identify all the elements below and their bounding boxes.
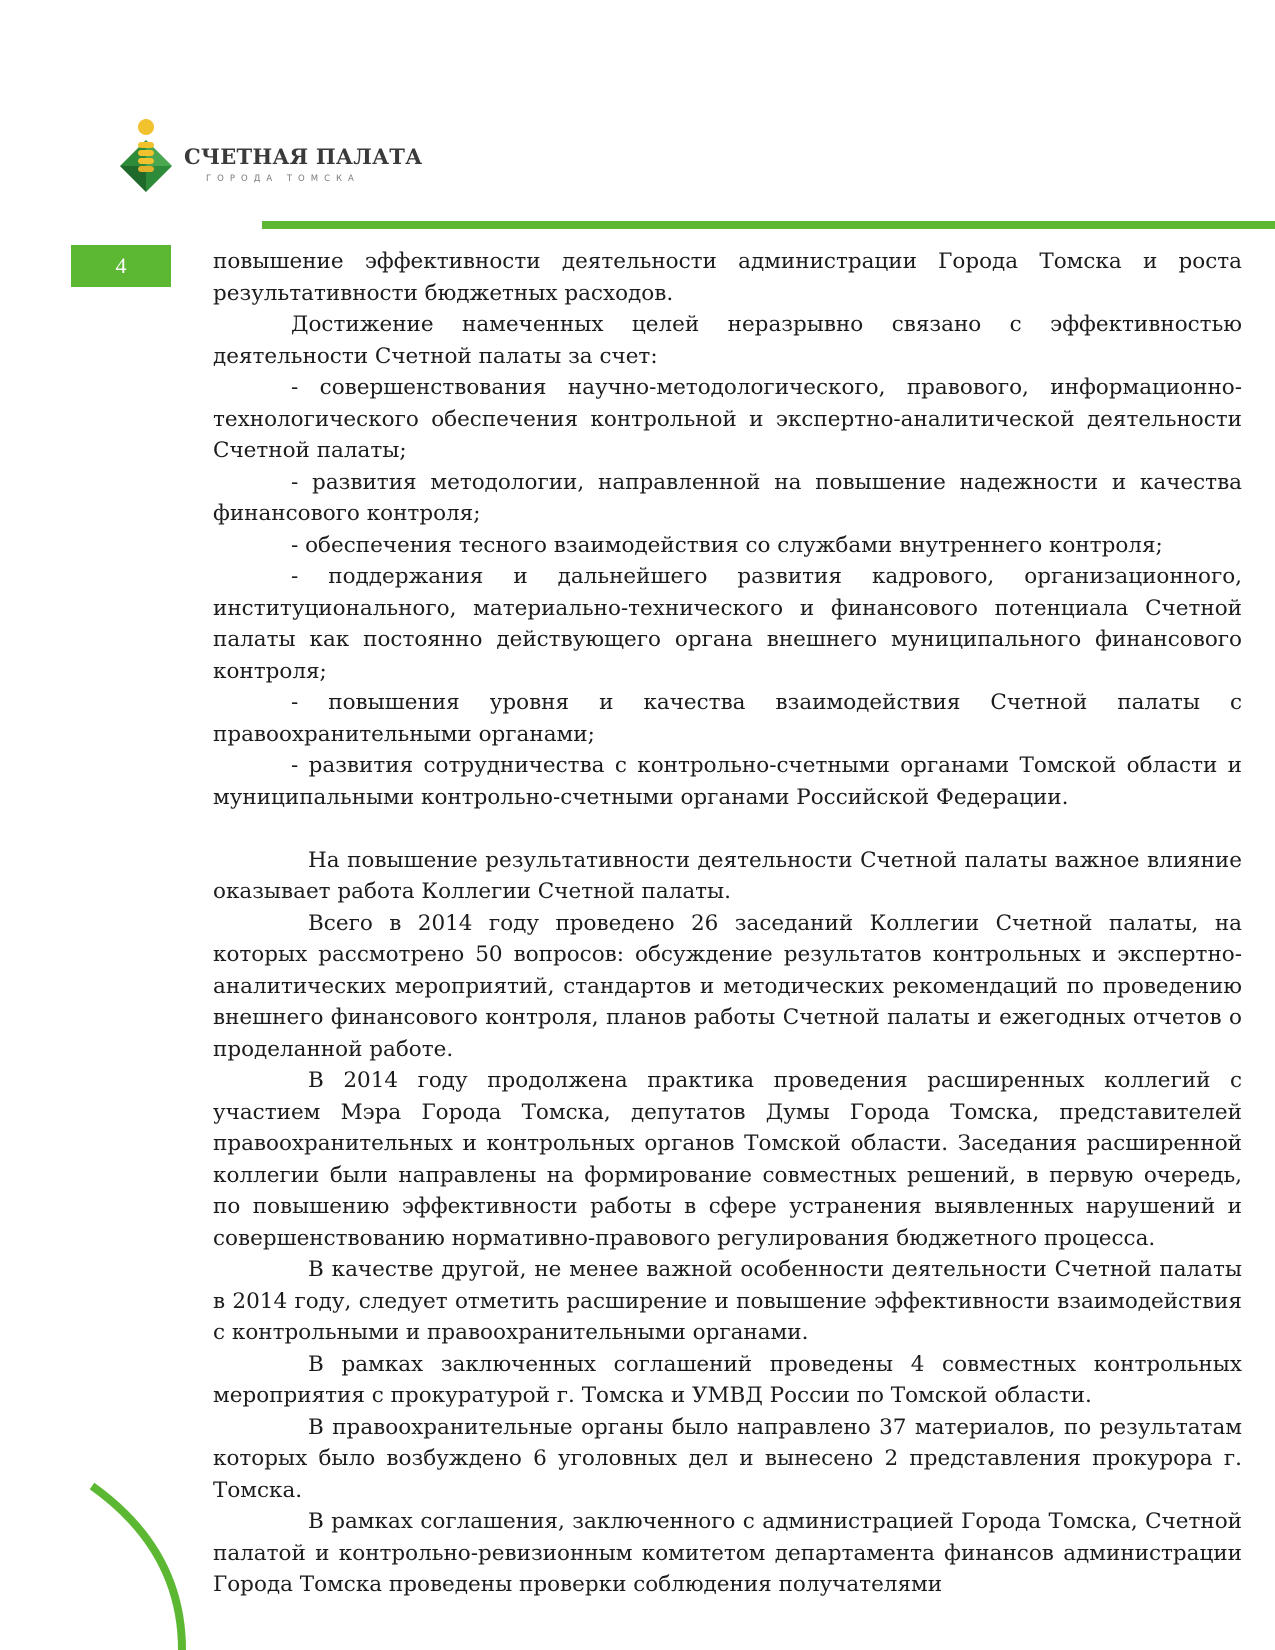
- logo-title: СЧЕТНАЯ ПАЛАТА: [184, 144, 423, 169]
- logo-subtitle: ГОРОДА ТОМСКА: [206, 174, 360, 184]
- paragraph: В правоохранительные органы было направлено 37 материалов, по результатам которых было возбуждено 6 уголовных дел и вынесено 2 представления прокурора г. Томска.: [213, 1414, 1242, 1503]
- paragraph: В рамках соглашения, заключенного с администрацией Города Томска, Счетной палатой и контрольно-ревизионным комитетом департамента финансов администрации Города Томска проведены проверки соблюдения получателями: [213, 1509, 1242, 1597]
- page-number-badge: 4: [71, 245, 171, 287]
- paragraph: В 2014 году продолжена практика проведения расширенных коллегий с участием Мэра Города Томска, депутатов Думы Города Томска, представителей правоохранительных и контрольных органов Томской области. Заседания расширенной коллегии были направлены на формирование совместных решений, в первую очередь, по повышению эффективности работы в сфере устранения выявленных нарушений и совершенствованию нормативно-правового регулирования бюджетного процесса.: [213, 1068, 1242, 1251]
- paragraph: Всего в 2014 году проведено 26 заседаний Коллегии Счетной палаты, на которых рассмотрено 50 вопросов: обсуждение результатов контрольных и экспертно-аналитических мероприятий, стандартов и методических рекомендаций по проведению внешнего финансового контроля, планов работы Счетной палаты и ежегодных отчетов о проделанной работе.: [213, 910, 1242, 1062]
- paragraph: повышение эффективности деятельности администрации Города Томска и роста результативности бюджетных расходов.: [213, 249, 1242, 306]
- paragraph: В рамках заключенных соглашений проведены 4 совместных контрольных мероприятия с прокуратурой г. Томска и УМВД России по Томской области.: [213, 1351, 1242, 1408]
- logo: [116, 118, 423, 198]
- paragraph: В качестве другой, не менее важной особенности деятельности Счетной палаты в 2014 году, следует отметить расширение и повышение эффективности взаимодействия с контрольными и правоохранительными органами.: [213, 1257, 1242, 1345]
- list-item: - совершенствования научно-методологического, правового, информационно-технологического обеспечения контрольной и экспертно-аналитической деятельности Счетной палаты;: [213, 375, 1242, 463]
- list-item: - развития сотрудничества с контрольно-счетными органами Томской области и муниципальными контрольно-счетными органами Российской Федерации.: [213, 753, 1242, 810]
- paragraph: На повышение результативности деятельности Счетной палаты важное влияние оказывает работа Коллегии Счетной палаты.: [213, 847, 1242, 904]
- list-item: - повышения уровня и качества взаимодействия Счетной палаты с правоохранительными органами;: [213, 690, 1242, 747]
- list-item: - развития методологии, направленной на повышение надежности и качества финансового контроля;: [213, 469, 1242, 526]
- paragraph: Достижение намеченных целей неразрывно связано с эффективностью деятельности Счетной палаты за счет:: [213, 312, 1242, 369]
- logo-emblem-icon: [116, 118, 180, 198]
- decorative-arc: [0, 1470, 200, 1650]
- list-item: - обеспечения тесного взаимодействия со службами внутреннего контроля;: [291, 532, 1163, 558]
- list-item: - поддержания и дальнейшего развития кадрового, организационного, институционального, материально-технического и финансового потенциала Счетной палаты как постоянно действующего органа внешнего муниципального финансового контроля;: [213, 564, 1242, 684]
- document-body: [213, 246, 1242, 1601]
- header-divider: [262, 221, 1275, 229]
